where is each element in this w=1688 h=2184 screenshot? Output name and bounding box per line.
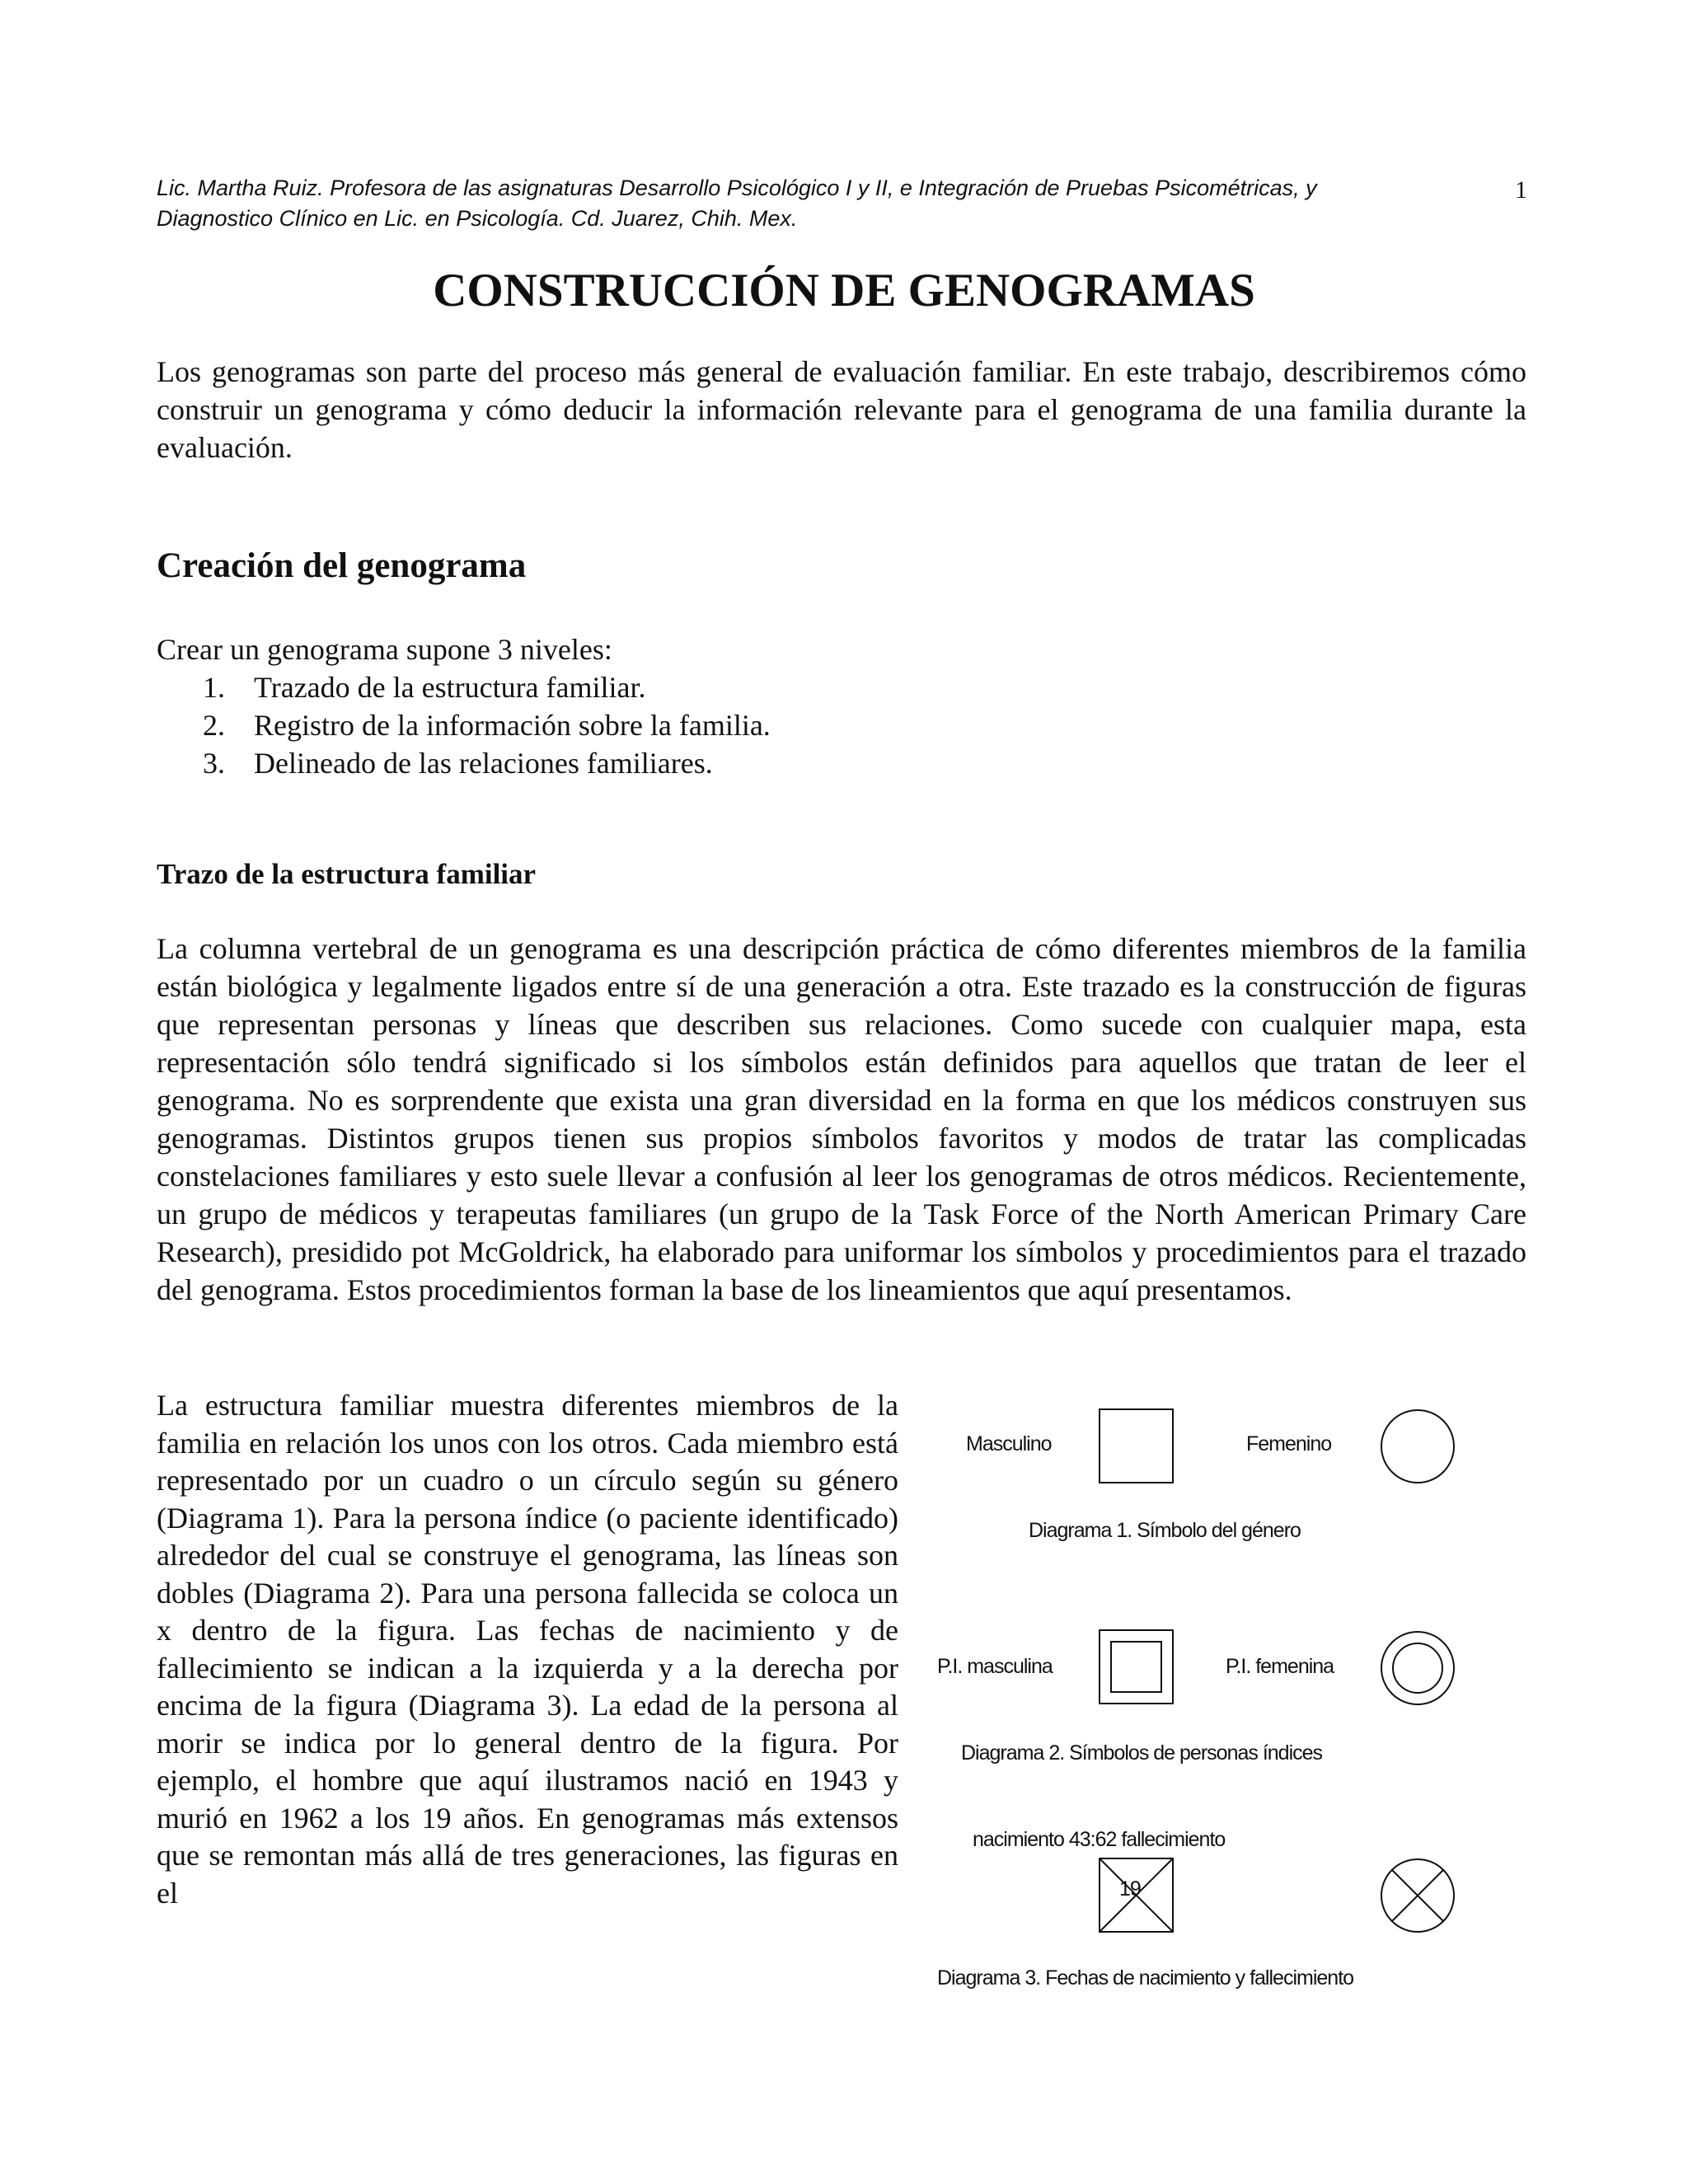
index-male-square-icon [1100, 1630, 1173, 1704]
column-paragraph: La estructura familiar muestra diferentes miembros de la familia en relación los unos con los otros. Cada miembro está representado por un cuadro o un círculo según su género (Diagrama 1). Para la persona índice (o paciente identificado) alrededor del cual se construye el genograma, las líneas son dobles (Diagrama 2). Para una persona fallecida se coloca un x dentro de la figura. Las fechas de nacimiento y de fallecimiento se indican a la izquierda y a la derecha por encima de la figura (Diagrama 3). La edad de la persona al morir se indica por lo general dentro de la figura. Por ejemplo, el hombre que aquí ilustramos nació en 1943 y murió en 1962 a los 19 años. En genogramas más extensos que se remontan más allá de tres generaciones, las figuras en el [157, 1389, 898, 1910]
female-circle-icon [1381, 1410, 1454, 1483]
header-line-1: Lic. Martha Ruiz. Profesora de las asignaturas Desarrollo Psicológico I y II, e Integración de Pruebas Psicométricas, y [157, 176, 1317, 200]
deceased-cross-line-icon [1100, 1858, 1173, 1932]
list-item [157, 668, 1146, 706]
diagram-1-caption: Diagrama 1. Símbolo del género [1029, 1519, 1301, 1542]
intro-paragraph: Los genogramas son parte del proceso más general de evaluación familiar. En este trabajo, describiremos cómo construir un genograma y cómo deducir la información relevante para el genograma de una familia durante la evaluación. [157, 355, 1526, 464]
page-header [157, 173, 1475, 234]
age-at-death: 19 [1119, 1877, 1141, 1900]
index-female-circle-icon [1381, 1632, 1454, 1704]
deceased-male-square-icon [1100, 1858, 1173, 1932]
deceased-female-cross-line-icon [1392, 1870, 1443, 1921]
levels-list [157, 630, 1146, 782]
female-label: Femenino [1246, 1432, 1332, 1455]
list-item-number: 3. [203, 747, 225, 780]
subsection-heading: Trazo de la estructura familiar [157, 858, 537, 890]
list-item-text: Registro de la información sobre la familia. [254, 709, 771, 742]
list-item-number: 1. [203, 671, 225, 704]
male-square-icon [1100, 1409, 1173, 1483]
list-item [157, 744, 1146, 782]
index-male-label: P.I. masculina [937, 1655, 1053, 1678]
list-lead [157, 630, 1146, 668]
index-female-label: P.I. femenina [1226, 1655, 1334, 1678]
structure-paragraph: La columna vertebral de un genograma es una descripción práctica de cómo diferentes miembros de la familia están biológica y legalmente ligados entre sí de una generación a otra. Este trazado es la construcción de figuras que representan personas y líneas que describen sus relaciones. Como sucede con cualquier mapa, esta representación sólo tendrá significado si los símbolos están definidos para aquellos que tratan de leer el genograma. No es sorprendente que exista una gran diversidad en la forma en que los médicos construyen sus genogramas. Distintos grupos tienen sus propios símbolos favoritos y modos de tratar las complicadas constelaciones familiares y esto suele llevar a confusión al leer los genogramas de otros médicos. Recientemente, un grupo de médicos y terapeutas familiares (un grupo de la Task Force of the North American Primary Care Research), presidido pot McGoldrick, ha elaborado para uniformar los símbolos y procedimientos para el trazado del genograma. Estos procedimientos forman la base de los lineamientos que aquí presentamos. [157, 932, 1526, 1306]
list-item-number: 2. [203, 709, 225, 742]
deceased-female-cross-line-icon [1392, 1870, 1443, 1921]
page-number: 1 [1515, 176, 1527, 204]
header-line-2: Diagnostico Clínico en Lic. en Psicología. Cd. Juarez, Chih. Mex. [157, 206, 798, 231]
dates-label: nacimiento 43:62 fallecimiento [973, 1828, 1226, 1851]
list-item-text: Delineado de las relaciones familiares. [254, 747, 713, 780]
male-label: Masculino [966, 1432, 1052, 1455]
list-item [157, 706, 1146, 744]
document-title: CONSTRUCCIÓN DE GENOGRAMAS [433, 265, 1255, 316]
list-lead-text: Crear un genograma supone 3 niveles: [157, 633, 612, 666]
index-female-inner-circle-icon [1393, 1643, 1442, 1693]
list-item-text: Trazado de la estructura familiar. [254, 671, 646, 704]
section-heading: Creación del genograma [157, 546, 527, 585]
index-male-inner-square-icon [1111, 1642, 1161, 1692]
diagram-3-caption: Diagrama 3. Fechas de nacimiento y fallecimiento [937, 1966, 1354, 1990]
deceased-female-circle-icon [1381, 1859, 1454, 1932]
diagram-2-caption: Diagrama 2. Símbolos de personas índices [961, 1741, 1323, 1765]
deceased-cross-line-icon [1100, 1858, 1173, 1932]
